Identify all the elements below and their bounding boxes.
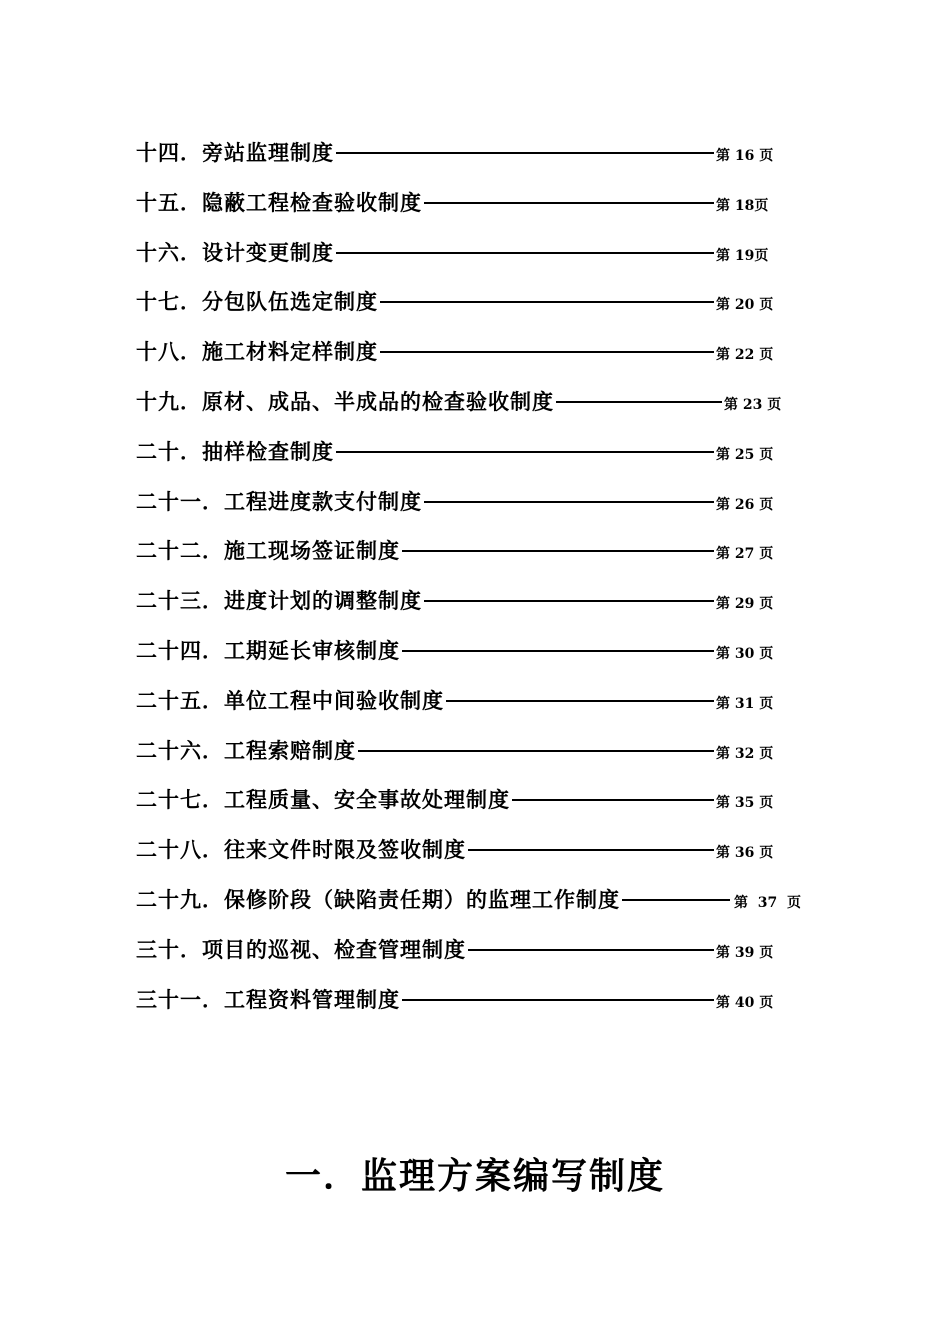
toc-leader-line — [512, 799, 714, 801]
toc-entry[interactable] — [136, 884, 730, 914]
toc-entry-title: 二十七．工程质量、安全事故处理制度 — [136, 787, 510, 813]
toc-entry-title: 十六．设计变更制度 — [136, 239, 334, 265]
toc-entry-page: 第 29 页 — [716, 596, 774, 613]
toc-entry-page: 第 30 页 — [716, 646, 774, 662]
toc-entry-page: 第 25 页 — [716, 446, 774, 463]
toc-entry-title: 三十．项目的巡视、检查管理制度 — [136, 936, 466, 962]
toc-entry-title: 十七．分包队伍选定制度 — [136, 289, 378, 315]
toc-leader-line — [424, 600, 714, 602]
toc-entry-title: 二十六．工程索赔制度 — [136, 737, 356, 763]
toc-leader-line — [424, 501, 714, 503]
toc-entry[interactable] — [136, 585, 714, 615]
toc-entry-page: 第 18页 — [716, 197, 769, 214]
toc-leader-line — [336, 252, 714, 254]
toc-leader-line — [380, 351, 714, 353]
toc-leader-line — [336, 152, 714, 154]
toc-entry-page: 第 35 页 — [716, 795, 774, 812]
toc-entry-title: 二十九．保修阶段（缺陷责任期）的监理工作制度 — [136, 887, 620, 912]
toc-entry[interactable] — [136, 735, 714, 765]
toc-entry[interactable] — [136, 934, 714, 964]
toc-entry[interactable] — [136, 535, 714, 565]
toc-entry[interactable] — [136, 635, 714, 665]
toc-entry[interactable] — [136, 336, 714, 366]
toc-entry[interactable] — [136, 984, 714, 1014]
toc-leader-line — [402, 550, 714, 552]
toc-leader-line — [468, 949, 714, 951]
toc-entry-title: 十四．旁站监理制度 — [136, 140, 334, 165]
toc-entry[interactable] — [136, 436, 714, 466]
toc-leader-line — [380, 301, 714, 303]
toc-entry-page: 第 27 页 — [716, 546, 774, 563]
toc-entry-page: 第 40 页 — [716, 994, 774, 1011]
toc-entry-page: 第 39 页 — [716, 944, 774, 961]
toc-entry-page: 第 19页 — [716, 247, 769, 264]
toc-entry[interactable] — [136, 137, 714, 167]
toc-leader-line — [424, 202, 714, 204]
toc-entry[interactable] — [136, 784, 714, 814]
toc-entry-title: 二十一．工程进度款支付制度 — [136, 488, 422, 514]
toc-entry-page: 第 26 页 — [716, 496, 774, 513]
toc-entry-title: 二十四．工期延长审核制度 — [136, 638, 400, 663]
toc-leader-line — [402, 999, 714, 1001]
toc-entry-title: 二十三．进度计划的调整制度 — [136, 588, 422, 614]
toc-entry-title: 二十五．单位工程中间验收制度 — [136, 687, 444, 713]
toc-entry[interactable] — [136, 834, 714, 864]
toc-entry[interactable] — [136, 187, 714, 217]
toc-entry[interactable] — [136, 486, 714, 516]
toc-entry-title: 十九．原材、成品、半成品的检查验收制度 — [136, 389, 554, 414]
toc-entry-page: 第 32 页 — [716, 745, 774, 762]
toc-entry-page: 第 36 页 — [716, 845, 774, 862]
toc-leader-line — [402, 650, 714, 652]
toc-leader-line — [556, 401, 722, 403]
toc-entry-page: 第 16 页 — [716, 148, 774, 164]
toc-entry-page: 第 22 页 — [716, 347, 774, 364]
toc-leader-line — [358, 750, 714, 752]
toc-entry-page: 第 31 页 — [716, 695, 774, 712]
toc-entry-page: 第 23 页 — [724, 397, 782, 413]
toc-entry[interactable] — [136, 286, 714, 316]
toc-entry-title: 二十八．往来文件时限及签收制度 — [136, 837, 466, 863]
toc-entry-title: 十八．施工材料定样制度 — [136, 339, 378, 365]
toc-entry-title: 二十．抽样检查制度 — [136, 438, 334, 464]
toc-leader-line — [468, 849, 714, 851]
toc-entry-title: 三十一．工程资料管理制度 — [136, 986, 400, 1012]
section-heading: 一．监理方案编写制度 — [284, 1156, 665, 1197]
toc-leader-line — [622, 899, 730, 901]
toc-entry-page: 第 37 页 — [734, 895, 801, 911]
toc-entry-title: 二十二．施工现场签证制度 — [136, 538, 400, 564]
toc-entry-title: 十五．隐蔽工程检查验收制度 — [136, 189, 422, 215]
toc-entry[interactable] — [136, 685, 714, 715]
toc-entry[interactable] — [136, 237, 714, 267]
toc-leader-line — [336, 451, 714, 453]
toc-leader-line — [446, 700, 714, 702]
toc-entry-page: 第 20 页 — [716, 297, 774, 314]
toc-entry[interactable] — [136, 386, 722, 416]
